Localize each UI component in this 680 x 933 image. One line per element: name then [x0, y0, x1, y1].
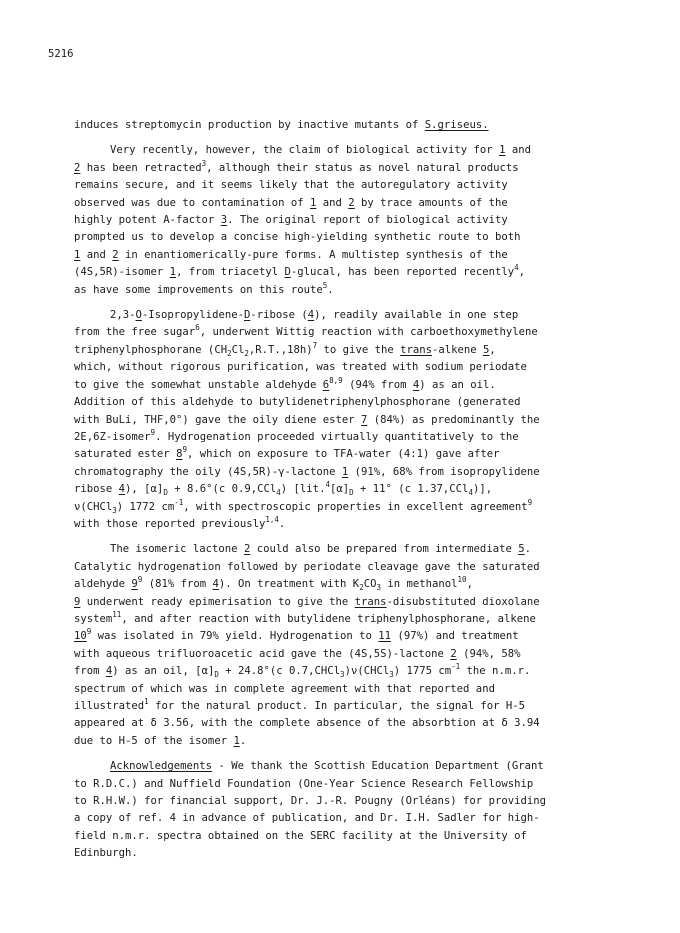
- paragraph-continuation: induces streptomycin production by inactive mutants of S.griseus.: [74, 119, 489, 131]
- paragraph-isomeric-lactone-2: The isomeric lactone 2 could also be prepared from intermediate 5. Catalytic hydrogenation followed by periodate cleavage gave the saturated aldehyde $9^9$ (81% from 4). On treatment with $K_2CO_3$ in methanol$^{10}$, 9 underwent ready epimerisation to give the trans-disubstituted dioxolane system$^{11}$, and after reaction with butylidene triphenylphosphorane, alkene $10^9$ was isolated in 79% yield. Hydrogenation to 11 (97%) and treatment with aqueous trifluoroacetic acid gave the (4S,5S)-lactone 2 (94%, 58% from 4) as an oil, $[\alpha]_D + 24.8^\circ(c$ 0.7,CHCl$_3$)ν(CHCl$_3$) 1775 $cm^{-1}$ the n.m.r. spectrum of which was in complete agreement with that reported and illustrated$^1$ for the natural product. In particular, the signal for H-5 appeared at δ 3.56, with the complete absence of the absorbtion at δ 3.94 due to H-5 of the isomer 1.: [74, 543, 540, 747]
- page-number: 5216: [48, 48, 74, 60]
- article-body: [74, 117, 594, 863]
- paragraph-acknowledgements: Acknowledgements - We thank the Scottish Education Department (Grant to R.D.C.) and Nuffield Foundation (One-Year Science Research Fellowship to R.H.W.) for financial support, Dr. J.-R. Pougny (Orléans) for providing a copy of ref. 4 in advance of publication, and Dr. I.H. Sadler for high- field n.m.r. spectra obtained on the SERC facility at the University of Edinburgh.: [74, 760, 546, 860]
- paragraph-biological-activity: Very recently, however, the claim of biological activity for 1 and 2 has been retracted$^3$, although their status as novel natural products remains secure, and it seems likely that the autoregulatory activity observed was due to contamination of 1 and 2 by trace amounts of the highly potent A-factor 3. The original report of biological activity prompted us to develop a concise high-yielding synthetic route to both 1 and 2 in enantiomerically-pure forms. A multistep synthesis of the (4S,5R)-isomer 1, from triacetyl D-glucal, has been reported recently$^4$, as have some improvements on this route$^5$.: [74, 144, 531, 296]
- paragraph-synthesis-lactone-1: 2,3-O-Isopropylidene-D-ribose (4), readily available in one step from the free sugar$^6$, underwent Wittig reaction with carboethoxymethylene triphenylphosphorane $(CH_2Cl_2,R.T.,18h)^7$ to give the trans-alkene 5, which, without rigorous purification, was treated with sodium periodate to give the somewhat unstable aldehyde 6$^{8,9}$ (94% from 4) as an oil. Addition of this aldehyde to butylidenetriphenylphosphorane (generated with BuLi, THF,0°) gave the oily diene ester 7 (84%) as predominantly the 2E,6Z-isomer$^9$. Hydrogenation proceeded virtually quantitatively to the saturated ester $8^9$, which on exposure to TFA-water (4:1) gave after chromatography the oily (4S,5R)-γ-lactone 1 (91%, 68% from isopropylidene ribose 4), $[\alpha]_D + 8.6^\circ(c$ 0.9,CCl$_4$) [$lit.^4[\alpha]_D + 11^\circ$ (c 1.37,CCl$_4$)], ν(CHCl$_3$) 1772 $cm^{-1}$, with spectroscopic properties in excellent agreement$^9$ with those reported previously$^{1,4}$.: [74, 309, 540, 530]
